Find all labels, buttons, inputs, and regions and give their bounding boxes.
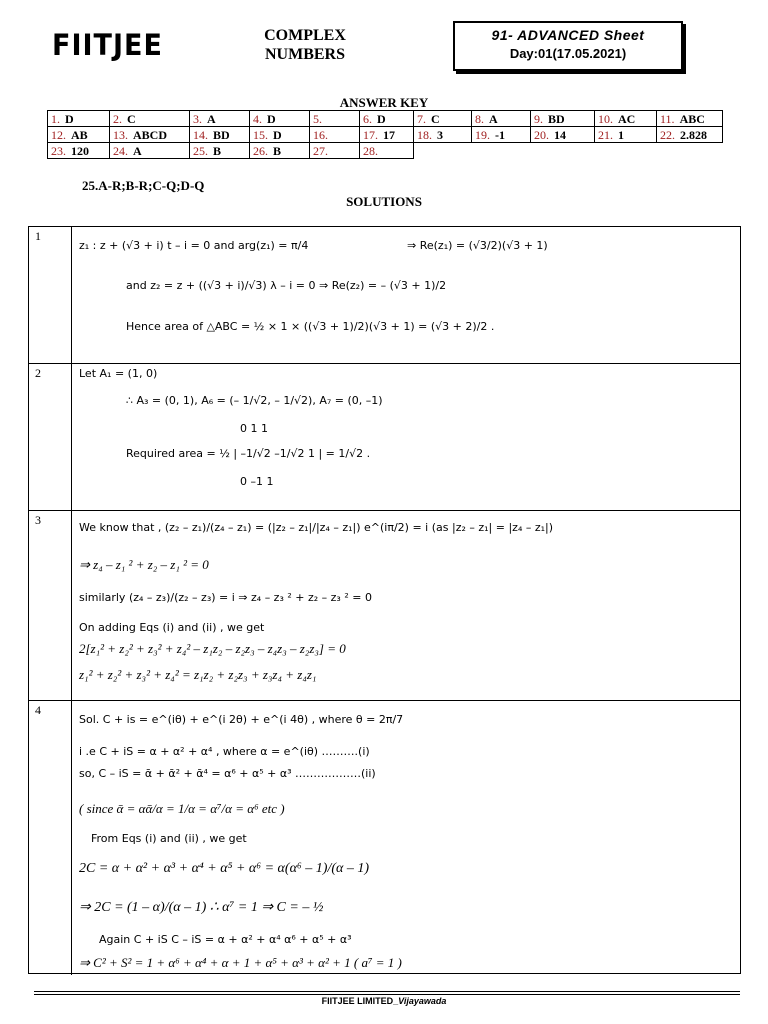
answer-key-row [48,111,723,127]
subject-title [255,26,355,64]
answer-cell: 16. [310,127,360,143]
matching-answer: 25.A-R;B-R;C-Q;D-Q [82,178,205,193]
answer-cell: 18. 3 [414,127,472,143]
solution-line: Again C + iS C – iS = α + α² + α⁴ α⁶ + α⁵ + α³ [99,933,352,946]
solution-line: z₁² + z₂² + z₃² + z₄² = z₁z₂ + z₂z₃ + z₃z₄ + z₄z₁ [79,667,317,682]
solution-line: Sol. C + is = e^(iθ) + e^(i 2θ) + e^(i 4θ) , where θ = 2π/7 [79,713,404,726]
answer-cell: 15. D [250,127,310,143]
answer-cell: 26. B [250,143,310,159]
answer-key-row [48,127,723,143]
solution-body [79,701,736,975]
footer-company: FIITJEE LIMITED_ [321,996,399,1006]
solution-line: On adding Eqs (i) and (ii) , we get [79,621,265,634]
answer-cell: 21. 1 [595,127,657,143]
question-number: 1 [29,227,72,363]
answer-cell: 3. A [190,111,250,127]
answer-cell: 14. BD [190,127,250,143]
answer-cell: 13. ABCD [110,127,190,143]
answer-cell: 17. 17 [360,127,414,143]
answer-cell: 8. A [472,111,531,127]
solution-row-3 [29,511,740,701]
solution-line: ⇒ Re(z₁) = (√3/2)(√3 + 1) [407,239,548,252]
solution-row-2 [29,364,740,511]
subject-line-2: NUMBERS [264,46,345,63]
solutions-table [28,226,741,974]
answer-cell: 11. ABC [657,111,723,127]
answer-cell: 22. 2.828 [657,127,723,143]
subject-line-1: COMPLEX [264,27,346,44]
solution-line: Hence area of △ABC = ½ × 1 × ((√3 + 1)/2)(√3 + 1) = (√3 + 2)/2 . [126,320,495,333]
answer-cell: 23. 120 [48,143,110,159]
solution-body [79,227,736,363]
footer-text [0,996,768,1006]
solution-line: so, C – iS = ᾱ + ᾱ² + ᾱ⁴ = α⁶ + α⁵ + α³ ………………(ii) [79,767,376,780]
solution-line: and z₂ = z + ((√3 + i)/√3) λ – i = 0 ⇒ Re(z₂) = – (√3 + 1)/2 [126,279,447,292]
solution-line: 0 1 1 [240,422,268,435]
solution-line: z₁ : z + (√3 + i) t – i = 0 and arg(z₁) = π/4 [79,239,309,252]
answer-cell: 1. D [48,111,110,127]
answer-cell: 24. A [110,143,190,159]
question-number: 2 [29,364,72,510]
solution-line: 0 –1 1 [240,475,274,488]
solution-line: ⇒ 2C = (1 – α)/(α – 1) ∴ α⁷ = 1 ⇒ C = – ½ [79,900,324,915]
solution-line: Required area = ½ | –1/√2 –1/√2 1 | = 1/√2 . [126,447,371,460]
answer-cell: 27. [310,143,360,159]
fiitjee-logo: FIITJEE [52,28,163,63]
footer-rule-bottom [34,994,740,995]
solution-body [79,511,736,700]
sheet-info-box [453,21,683,71]
solutions-title: SOLUTIONS [346,194,422,209]
answer-cell: 4. D [250,111,310,127]
solution-row-1 [29,227,740,364]
solution-line: 2[z₁² + z₂² + z₃² + z₄² – z₁z₂ – z₂z₃ – z₄z₃ – z₂z₃] = 0 [79,641,346,656]
answer-cell: 7. C [414,111,472,127]
answer-cell: 25. B [190,143,250,159]
sheet-title: 91- ADVANCED Sheet [491,27,645,43]
answer-cell: 2. C [110,111,190,127]
answer-cell: 9. BD [531,111,595,127]
answer-cell: 5. [310,111,360,127]
solution-line: Let A₁ = (1, 0) [79,367,158,380]
solution-line: ⇒ C² + S² = 1 + α⁶ + α⁴ + α + 1 + α⁵ + α³ + α² + 1 ( a⁷ = 1 ) [79,955,402,970]
answer-key-title: ANSWER KEY [339,95,429,110]
sheet-day: Day:01(17.05.2021) [509,46,627,61]
solution-line: similarly (z₄ – z₃)/(z₂ – z₃) = i ⇒ z₄ – z₃ ² + z₂ – z₃ ² = 0 [79,591,372,604]
solution-line: i .e C + iS = α + α² + α⁴ , where α = e^(iθ) ……….(i) [79,745,370,758]
solution-line: ⇒ z₄ – z₁ ² + z₂ – z₁ ² = 0 [79,557,209,572]
answer-key-row [48,143,723,159]
answer-cell: 19. -1 [472,127,531,143]
answer-cell: 6. D [360,111,414,127]
solution-row-4 [29,701,740,975]
solution-line: From Eqs (i) and (ii) , we get [91,832,247,845]
question-number: 3 [29,511,72,700]
solution-line: ( since ᾱ = αᾱ/α = 1/α = α⁷/α = α⁶ etc ) [79,801,285,816]
footer-branch: Vijayawada [398,996,447,1006]
answer-key-table [47,110,723,159]
solution-line: ∴ A₃ = (0, 1), A₆ = (– 1/√2, – 1/√2), A₇ = (0, –1) [126,394,383,407]
answer-cell: 20. 14 [531,127,595,143]
question-number: 4 [29,701,72,975]
footer-rule-top [34,991,740,992]
solution-body [79,364,736,510]
solution-line: We know that , (z₂ – z₁)/(z₄ – z₁) = (|z₂ – z₁|/|z₄ – z₁|) e^(iπ/2) = i (as |z₂ – z₁| = |z₄ – z₁|) [79,521,554,534]
answer-cell: 12. AB [48,127,110,143]
answer-cell: 10. AC [595,111,657,127]
solution-line: 2C = α + α² + α³ + α⁴ + α⁵ + α⁶ = α(α⁶ – 1)/(α – 1) [79,861,370,876]
answer-cell: 28. [360,143,414,159]
